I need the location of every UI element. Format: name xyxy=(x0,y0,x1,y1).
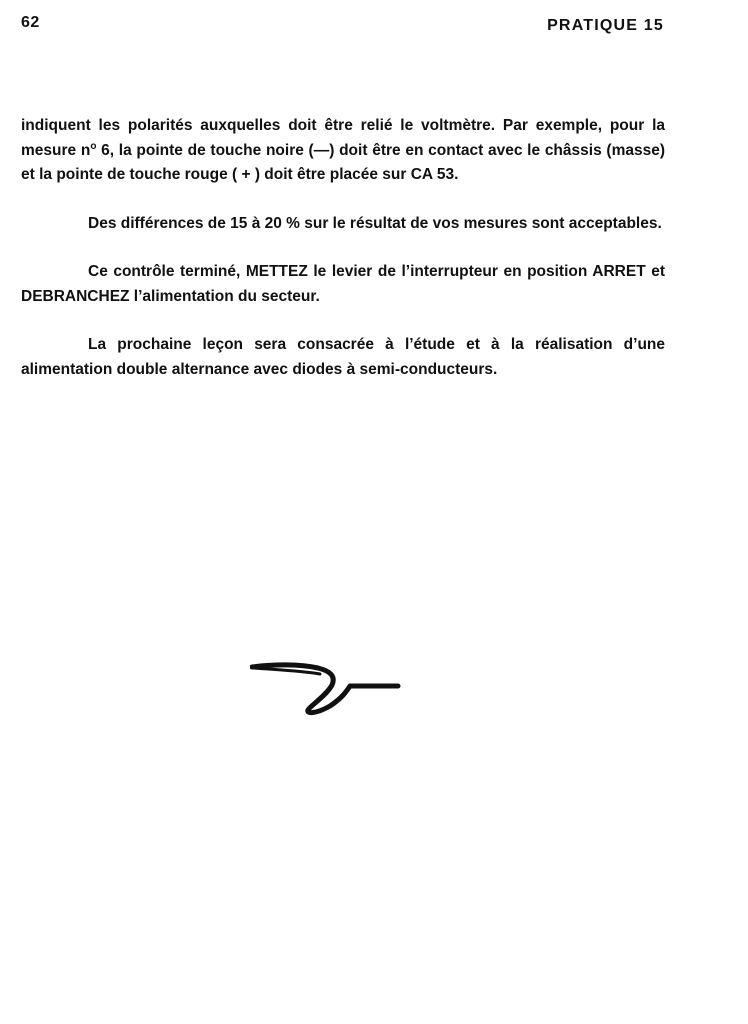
section-title: PRATIQUE 15 xyxy=(547,17,664,34)
paragraph-polarity-part2: 6, la pointe de touche noire (—) doit être en contact avec le châssis (masse) et la pointe de touche rouge ( + ) doit être placée sur CA 53. xyxy=(21,141,665,183)
paragraph-tolerance: Des différences de 15 à 20 % sur le résultat de vos mesures sont acceptables. xyxy=(88,214,662,232)
paragraph-polarity xyxy=(21,114,665,188)
end-mark-flourish-icon xyxy=(250,658,402,716)
page-number: 62 xyxy=(21,14,40,31)
body-text xyxy=(21,114,665,406)
number-sign-superscript: o xyxy=(90,140,97,152)
paragraph-polarity-part1: indiquent les polarités auxquelles doit être relié le voltmètre. Par exemple, pour la mesure n xyxy=(21,117,665,159)
paragraph-next-lesson: La prochaine leçon sera consacrée à l’étude et à la réalisation d’une alimentation double alternance avec diodes à semi-conducteurs. xyxy=(21,336,665,378)
paragraph-switch-off: Ce contrôle terminé, METTEZ le levier de l’interrupteur en position ARRET et DEBRANCHEZ l’alimentation du secteur. xyxy=(21,263,665,305)
